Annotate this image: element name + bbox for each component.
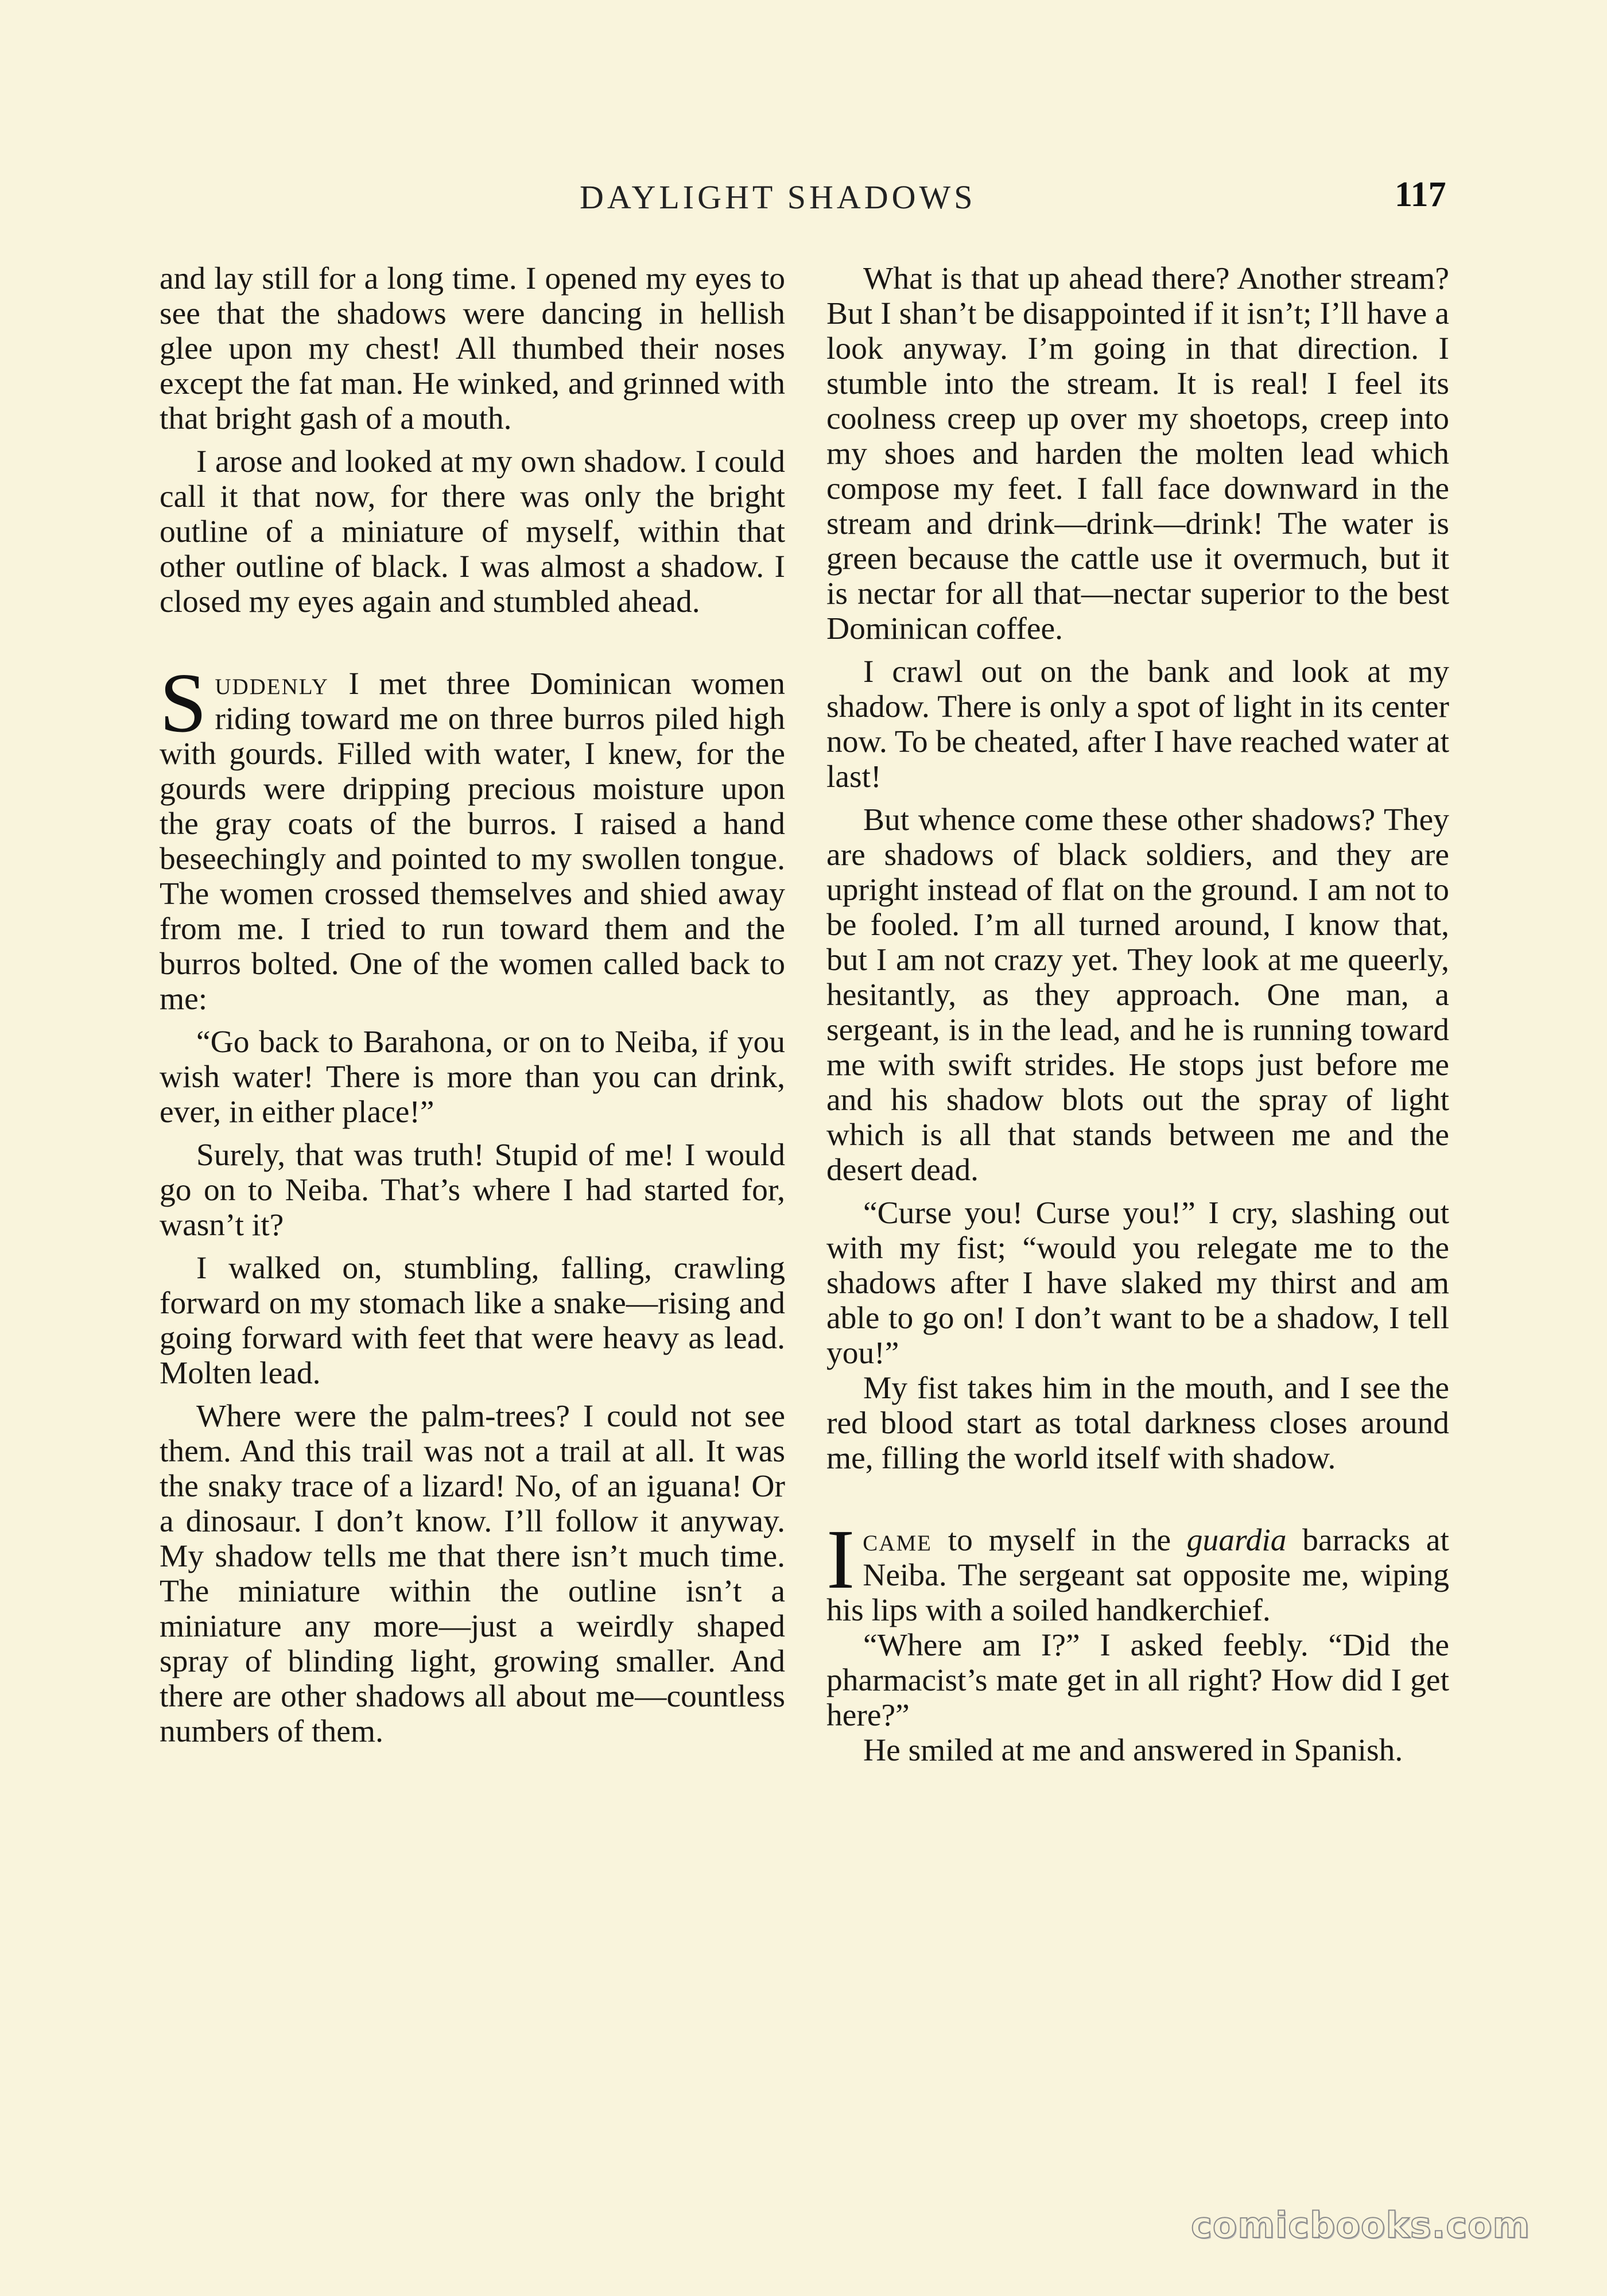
right-column <box>826 261 1449 1768</box>
section-opening-paragraph <box>826 1512 1449 1628</box>
section-opening-paragraph <box>160 656 785 1017</box>
paragraph: I crawl out on the bank and look at my shadow. There is only a spot of light in its center now. To be cheated, after I have reached water at last! <box>826 654 1449 794</box>
paragraph: I walked on, stumbling, falling, crawling forward on my stomach like a snake—rising and going forward with feet that were heavy as lead. Molten lead. <box>160 1251 785 1391</box>
paragraph: What is that up ahead there? Another stream? But I shan’t be disappointed if it isn’t; I’ll have a look anyway. I’m going in that direction. I stumble into the stream. It is real! I feel its coolness creep up over my shoetops, creep into my shoes and harden the molten lead which compose my feet. I fall face downward in the stream and drink—drink—drink! The water is green because the cattle use it overmuch, but it is nectar for all that—nectar superior to the best Dominican coffee. <box>826 261 1449 646</box>
page-header <box>0 172 1607 224</box>
paragraph-text: I met three Dominican women riding toward me on three burros piled high with gourds. Filled with water, I knew, for the gourds were dripping precious moisture upon the gray coats of the burros. I raised a hand beseechingly and pointed to my swollen tongue. The women crossed themselves and shied away from me. I tried to run toward them and the burros bolted. One of the women called back to me: <box>160 666 785 1017</box>
paragraph: But whence come these other shadows? They are shadows of black soldiers, and they are upright instead of flat on the ground. I am not to be fooled. I’m all turned around, I know that, but I am not crazy yet. They look at me queerly, hesitantly, as they approach. One man, a sergeant, is in the lead, and he is running toward me with swift strides. He stops just before me and his shadow blots out the spray of light which is all that stands between me and the desert dead. <box>826 802 1449 1188</box>
left-column <box>160 261 785 1749</box>
drop-cap: I <box>826 1512 855 1607</box>
paragraph: Where were the palm-trees? I could not see them. And this trail was not a trail at all. It was the snaky trace of a lizard! No, of an iguana! Or a dinosaur. I don’t know. I’ll follow it anyway. My shadow tells me that there isn’t much time. The miniature within the outline isn’t a miniature any more—just a weirdly shaped spray of blinding light, growing smaller. And there are other shadows all about me—countless numbers of them. <box>160 1399 785 1749</box>
small-caps-lead: came <box>863 1523 932 1558</box>
paragraph: “Go back to Barahona, or on to Neiba, if you wish water! There is more than you can drink, ever, in either place!” <box>160 1025 785 1130</box>
small-caps-lead: uddenly <box>215 666 329 701</box>
drop-cap: S <box>160 656 207 750</box>
page-number: 117 <box>1395 175 1446 214</box>
paragraph: “Curse you! Curse you!” I cry, slashing out with my fist; “would you relegate me to the shadows after I have slaked my thirst and am able to go on! I don’t want to be a shadow, I tell you!” <box>826 1196 1449 1371</box>
running-head: DAYLIGHT SHADOWS <box>580 179 976 216</box>
paragraph: He smiled at me and answered in Spanish. <box>863 1733 1403 1768</box>
paragraph-text: to myself in the <box>931 1523 1187 1558</box>
paragraph: I arose and looked at my own shadow. I could call it that now, for there was only the bright outline of a miniature of myself, within that other outline of black. I was almost a shadow. I closed my eyes again and stumbled ahead. <box>160 444 785 619</box>
site-watermark: comicbooks.com <box>1191 2204 1531 2246</box>
paragraph: Surely, that was truth! Stupid of me! I would go on to Neiba. That’s where I had started for, wasn’t it? <box>160 1138 785 1243</box>
paragraph: and lay still for a long time. I opened my eyes to see that the shadows were dancing in hellish glee upon my chest! All thumbed their noses except the fat man. He winked, and grinned with that bright gash of a mouth. <box>160 261 785 436</box>
paragraph-text: barracks at Neiba. The sergeant sat opposite me, wiping his lips with a soiled handkerchief. <box>826 1523 1449 1628</box>
paragraph: “Where am I?” I asked feebly. “Did the pharmacist’s mate get in all right? How did I get here?” <box>826 1628 1449 1733</box>
italic-word: guardia <box>1186 1523 1287 1558</box>
paragraph: My fist takes him in the mouth, and I see the red blood start as total darkness closes around me, filling the world itself with shadow. <box>826 1371 1449 1476</box>
